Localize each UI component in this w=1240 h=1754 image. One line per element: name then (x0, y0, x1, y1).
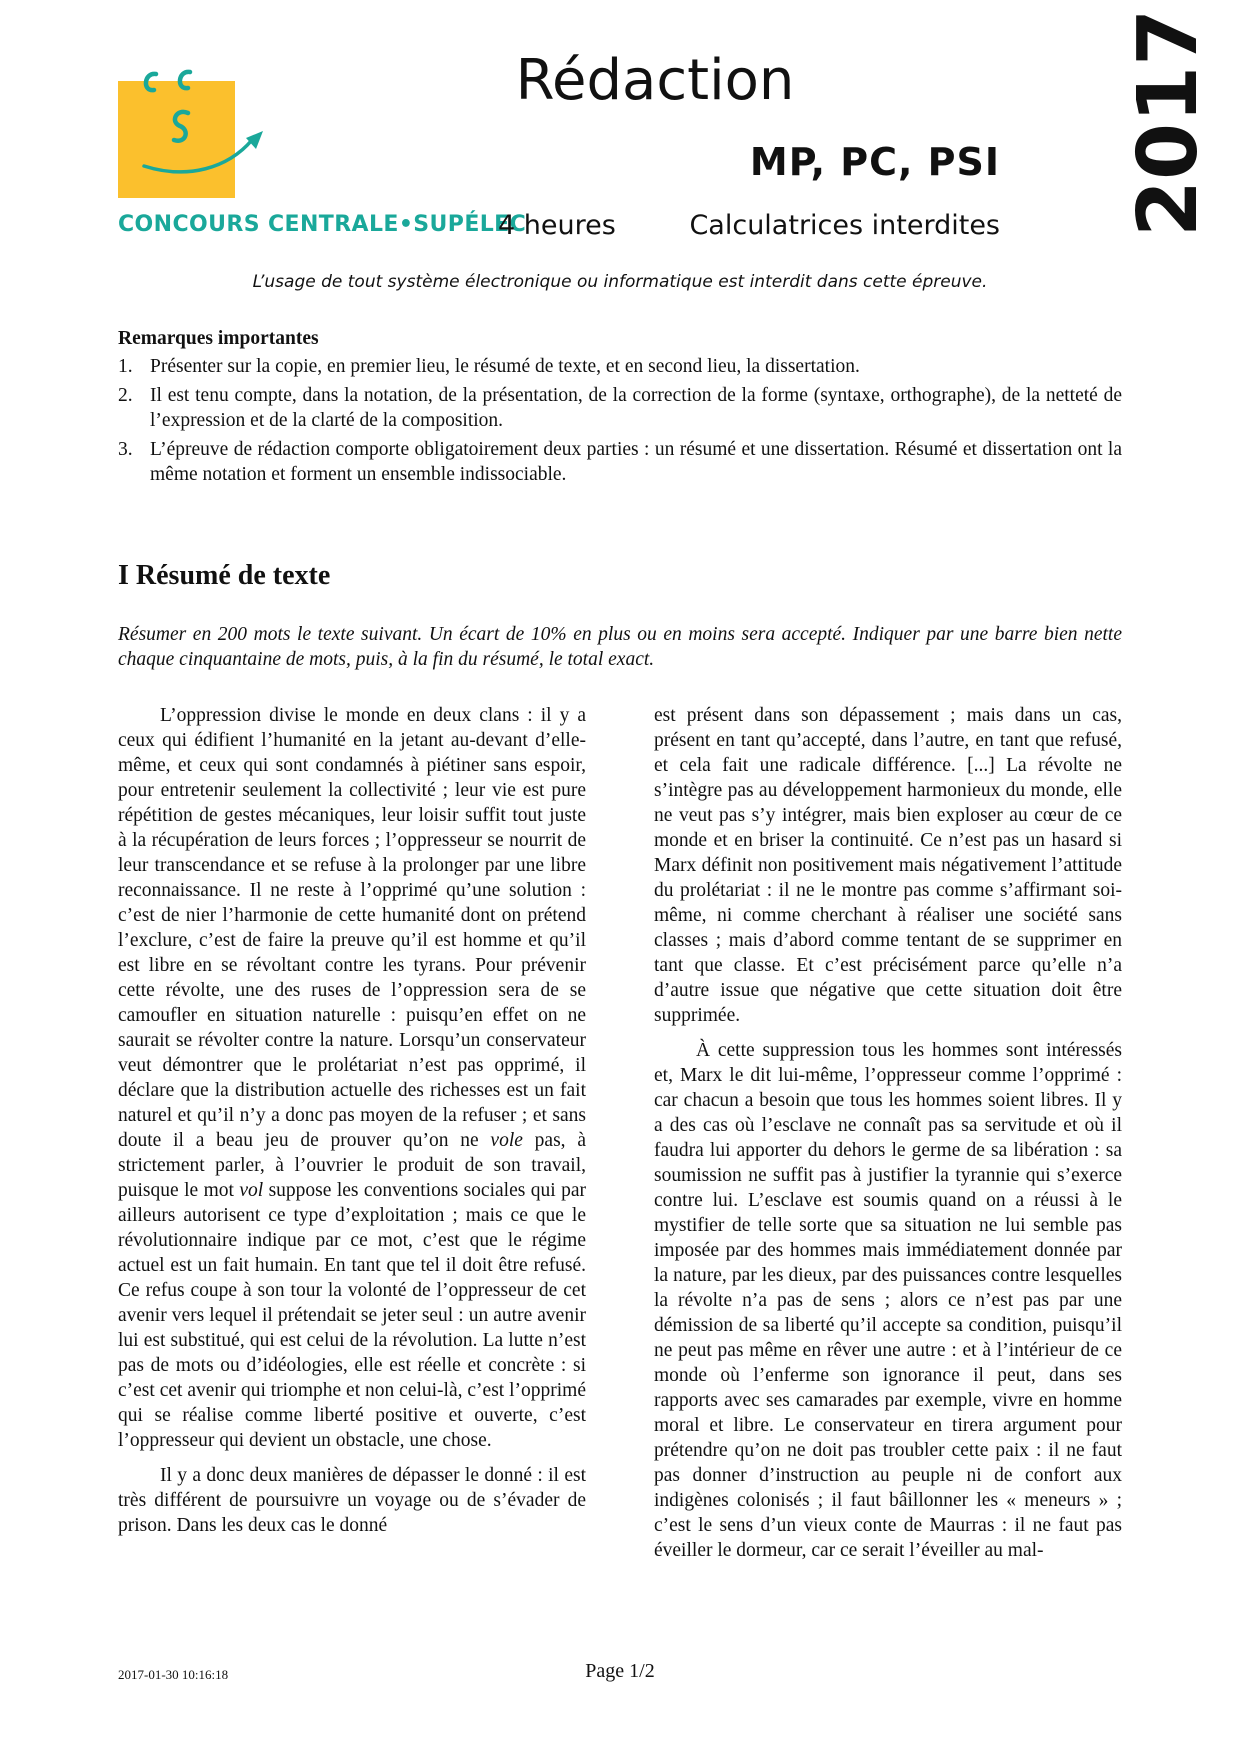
text-segment: L’oppression divise le monde en deux clans : il y a ceux qui édifient l’humanité en la jetant au-devant d’elle-même, et ceux qui sont condamnés à piétiner sans espoir, pour entretenir seulement la collectivité ; leur vie est pure répétition de gestes mécaniques, leur loisir suffit tout juste à la récupération de leurs forces ; l’oppresseur se nourrit de leur transcendance et se refuse à la prolonger par une libre reconnaissance. Il ne reste à l’opprimé qu’une solution : c’est de nier l’harmonie de cette humanité dont on prétend l’exclure, c’est de faire la preuve qu’il est homme et qu’il est libre en se révoltant contre les tyrans. Pour prévenir cette révolte, une des ruses de l’oppression sera de se camoufler en situation naturelle : puisqu’en effet on ne saurait se révolter contre la nature. Lorsqu’un conservateur veut démontrer que le prolétariat n’est pas opprimé, il déclare que la distribution actuelle des richesses est un fait naturel et qu’il n’y a donc pas moyen de la refuser ; et sans doute il a beau jeu de prouver qu’on ne (118, 705, 586, 1151)
exam-year: 2017 (1121, 8, 1216, 237)
text-emphasis: vole (490, 1130, 523, 1151)
exam-title: Rédaction (515, 48, 795, 113)
remark-item (118, 354, 1122, 379)
print-timestamp: 2017-01-30 10:16:18 (118, 1667, 229, 1682)
text-column-right (654, 703, 1122, 1573)
remarks-title: Remarques importantes (118, 328, 319, 349)
important-remarks (118, 326, 1122, 491)
text-paragraph: Il y a donc deux manières de dépasser le donné : il est très différent de poursuivre un voyage ou de s’évader de prison. Dans les deux cas le donné (118, 1465, 586, 1536)
remark-item (118, 383, 1122, 433)
remark-number: 1. (118, 356, 133, 377)
remark-number: 2. (118, 385, 133, 406)
remark-text: Présenter sur la copie, en premier lieu, le résumé de texte, et en second lieu, la dissertation. (150, 356, 860, 377)
logo-caption: CONCOURS CENTRALE•SUPÉLEC (118, 212, 527, 237)
exam-duration: 4 heures (498, 210, 616, 241)
text-emphasis: vol (239, 1180, 264, 1201)
text-paragraph: est présent dans son dépassement ; mais dans un cas, présent en tant qu’accepté, dans l’autre, en tant que refusé, et cela fait une radicale différence. [...] La révolte ne s’intègre pas au développement harmonieux du monde, elle ne veut pas s’y intégrer, mais bien exploser au cœur de ce monde et en briser la continuité. Ce n’est pas un hasard si Marx définit non positivement mais négativement l’attitude du prolétariat : il ne le montre pas comme s’affirmant soi-même, ni comme cherchant à réaliser une société sans classes ; mais d’abord comme tentant de se supprimer en tant que classe. Et c’est précisément parce qu’elle n’a d’autre issue que négative que cette situation doit être supprimée. (654, 705, 1122, 1026)
remark-item (118, 437, 1122, 487)
remark-text: L’épreuve de rédaction comporte obligatoirement deux parties : un résumé et une dissertation. Résumé et dissertation ont la même notation et forment un ensemble indissociable. (150, 439, 1122, 485)
text-column-left (118, 703, 586, 1548)
page-number: Page 1/2 (585, 1660, 655, 1682)
summary-instruction: Résumer en 200 mots le texte suivant. Un écart de 10% en plus ou en moins sera accepté. Indiquer par une barre bien nette chaque cinquantaine de mots, puis, à la fin du résumé, le total exact. (118, 624, 1122, 670)
text-paragraph: À cette suppression tous les hommes sont intéressés et, Marx le dit lui-même, l’oppresseur comme l’opprimé : car chacun a besoin que tous les hommes soient libres. Il y a des cas où l’esclave ne connaît pas sa servitude et où il faudra lui apporter du dehors le germe de sa libération : sa soumission ne suffit pas à justifier la tyrannie qui s’exerce contre lui. L’esclave est soumis quand on a réussi à le mystifier de telle sorte que sa situation ne lui semble pas imposée par des hommes mais immédiatement donnée par la nature, par les dieux, par des puissances contre lesquelles la révolte n’a pas de sens ; alors ce n’est pas par une démission de sa liberté qu’il accepte sa condition, puisqu’il ne peut pas même en rêver une autre : et à l’intérieur de ce monde où l’enferme son ignorance il peut, dans ses rapports avec ses camarades par exemple, vivre en homme moral et libre. Le conservateur en tirera argument pour prétendre qu’on ne doit pas troubler cette paix : il ne faut pas donner d’instruction au peuple ni de confort aux indigènes colonisés ; il faut bâillonner les « meneurs » ; c’est le sens d’un vieux conte de Maurras : il ne faut pas éveiller le dormeur, car ce serait l’éveiller au mal- (654, 1040, 1122, 1561)
text-segment: pas, à strictement parler, à l’ouvrier le produit de son travail, puisque le mot (118, 1130, 586, 1201)
electronics-notice: L’usage de tout système électronique ou informatique est interdit dans cette épreuve. (252, 272, 988, 292)
section-title: I Résumé de texte (118, 560, 331, 591)
remark-text: Il est tenu compte, dans la notation, de la présentation, de la correction de la forme (syntaxe, orthographe), de la netteté de l’expression et de la clarté de la composition. (150, 385, 1122, 431)
exam-tracks: MP, PC, PSI (749, 140, 1000, 184)
text-paragraph (118, 703, 586, 1453)
text-segment: suppose les conventions sociales qui par ailleurs autorisent ce type d’exploitation ; mais ce que le révolutionnaire indique par ce mot, c’est que le régime actuel est un fait humain. En tant que tel il doit être refusé. Ce refus coupe à son tour la volonté de l’oppresseur de cet avenir vers lequel il prétendait se jeter seul : un autre avenir lui est substitué, qui est celui de la révolution. La lutte n’est pas de mots ou d’idéologies, elle est réelle et concrète : si c’est cet avenir qui triomphe et non celui-là, c’est l’opprimé qui se réalise comme liberté positive et ouverte, c’est l’oppresseur qui devient un obstacle, une chose. (118, 1180, 586, 1451)
remark-number: 3. (118, 439, 133, 460)
calculator-rule: Calculatrices interdites (689, 210, 1000, 241)
